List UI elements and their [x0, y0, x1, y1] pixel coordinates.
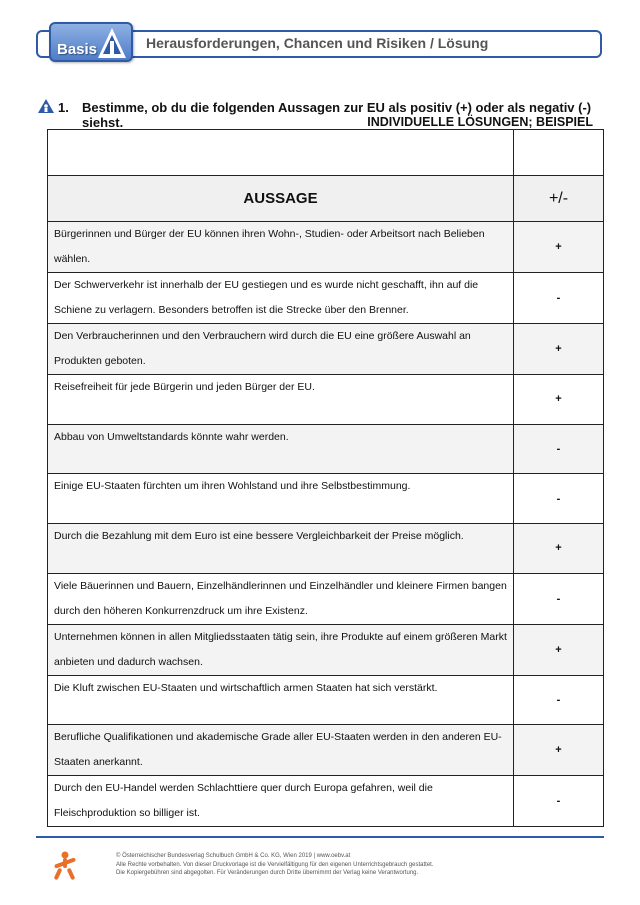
table-header-row	[48, 176, 604, 222]
mark-cell: +	[514, 624, 604, 675]
statement-table	[47, 129, 604, 827]
statement-cell: Durch die Bezahlung mit dem Euro ist eine bessere Vergleichbarkeit der Preise möglich.	[48, 524, 514, 574]
mark-cell: -	[514, 474, 604, 524]
task-instruction: Bestimme, ob du die folgenden Aussagen zur EU als positiv (+) oder als negativ (-)	[82, 100, 592, 115]
statement-cell: Durch den EU-Handel werden Schlachttiere quer durch Europa gefahren, weil die Fleischproduktion so billiger ist.	[48, 776, 514, 827]
mark-cell: -	[514, 424, 604, 474]
footer-line-3: Die Kopiergebühren sind abgegolten. Für Veränderungen durch Dritte übernimmt der Verlag keine Verantwortung.	[116, 870, 419, 876]
statement-cell: Abbau von Umweltstandards könnte wahr werden.	[48, 424, 514, 474]
empty-cell	[48, 130, 514, 176]
table-row	[48, 725, 604, 776]
table-row	[48, 375, 604, 425]
statement-cell: Unternehmen können in allen Mitgliedsstaaten tätig sein, ihre Produkte auf einem größeren Markt anbieten und dadurch wachsen.	[48, 624, 514, 675]
footer-divider	[36, 836, 604, 838]
oebv-logo-icon	[52, 851, 78, 881]
table-row	[48, 624, 604, 675]
footer-copyright	[116, 852, 434, 878]
statement-cell: Den Verbraucherinnen und den Verbrauchern wird durch die EU eine größere Auswahl an Produkten geboten.	[48, 324, 514, 375]
footer-line-2: Alle Rechte vorbehalten. Von dieser Druckvorlage ist die Vervielfältigung für den eigenen Unterrichtsgebrauch gestattet.	[116, 861, 434, 868]
mark-cell: -	[514, 776, 604, 827]
logo-label: Basis	[57, 41, 98, 58]
table-row	[48, 222, 604, 273]
statement-cell: Einige EU-Staaten fürchten um ihren Wohlstand und ihre Selbstbestimmung.	[48, 474, 514, 524]
table-row	[48, 675, 604, 725]
table-row	[48, 474, 604, 524]
statement-cell: Die Kluft zwischen EU-Staaten und wirtschaftlich armen Staaten hat sich verstärkt.	[48, 675, 514, 725]
table-row	[48, 424, 604, 474]
mark-cell: -	[514, 573, 604, 624]
basis-logo	[49, 22, 133, 62]
solution-note: INDIVIDUELLE LÖSUNGEN; BEISPIEL	[367, 115, 593, 129]
mark-cell: +	[514, 524, 604, 574]
footer-line-1: © Österreichischer Bundesverlag Schulbuch GmbH & Co. KG, Wien 2019 | www.oebv.at	[116, 853, 351, 859]
header-statement: AUSSAGE	[48, 176, 514, 222]
table-row	[48, 776, 604, 827]
statement-cell: Viele Bäuerinnen und Bauern, Einzelhändlerinnen und Einzelhändler und kleinere Firmen bangen durch den höheren Konkurrenzdruck um ihre Existenz.	[48, 573, 514, 624]
mark-cell: +	[514, 375, 604, 425]
empty-cell	[514, 130, 604, 176]
table-row	[48, 273, 604, 324]
statement-cell: Reisefreiheit für jede Bürgerin und jeden Bürger der EU.	[48, 375, 514, 425]
statement-cell: Der Schwerverkehr ist innerhalb der EU gestiegen und es wurde nicht geschafft, ihn auf die Schiene zu verlagern. Besonders betroffen ist die Strecke über den Brenner.	[48, 273, 514, 324]
header-mark: +/-	[514, 176, 604, 222]
empty-row	[48, 130, 604, 176]
triangle-logo-icon	[97, 26, 127, 60]
mark-cell: +	[514, 324, 604, 375]
task-number: 1.	[58, 100, 69, 115]
mark-cell: -	[514, 273, 604, 324]
triangle-person-icon	[38, 99, 54, 113]
task-instruction-cont: siehst.	[82, 115, 124, 130]
table-row	[48, 524, 604, 574]
table-row	[48, 324, 604, 375]
statement-cell: Berufliche Qualifikationen und akademische Grade aller EU-Staaten werden in den anderen EU-Staaten anerkannt.	[48, 725, 514, 776]
mark-cell: +	[514, 222, 604, 273]
page-title: Herausforderungen, Chancen und Risiken / Lösung	[146, 35, 489, 51]
mark-cell: -	[514, 675, 604, 725]
statement-cell: Bürgerinnen und Bürger der EU können ihren Wohn-, Studien- oder Arbeitsort nach Belieben wählen.	[48, 222, 514, 273]
mark-cell: +	[514, 725, 604, 776]
table-row	[48, 573, 604, 624]
